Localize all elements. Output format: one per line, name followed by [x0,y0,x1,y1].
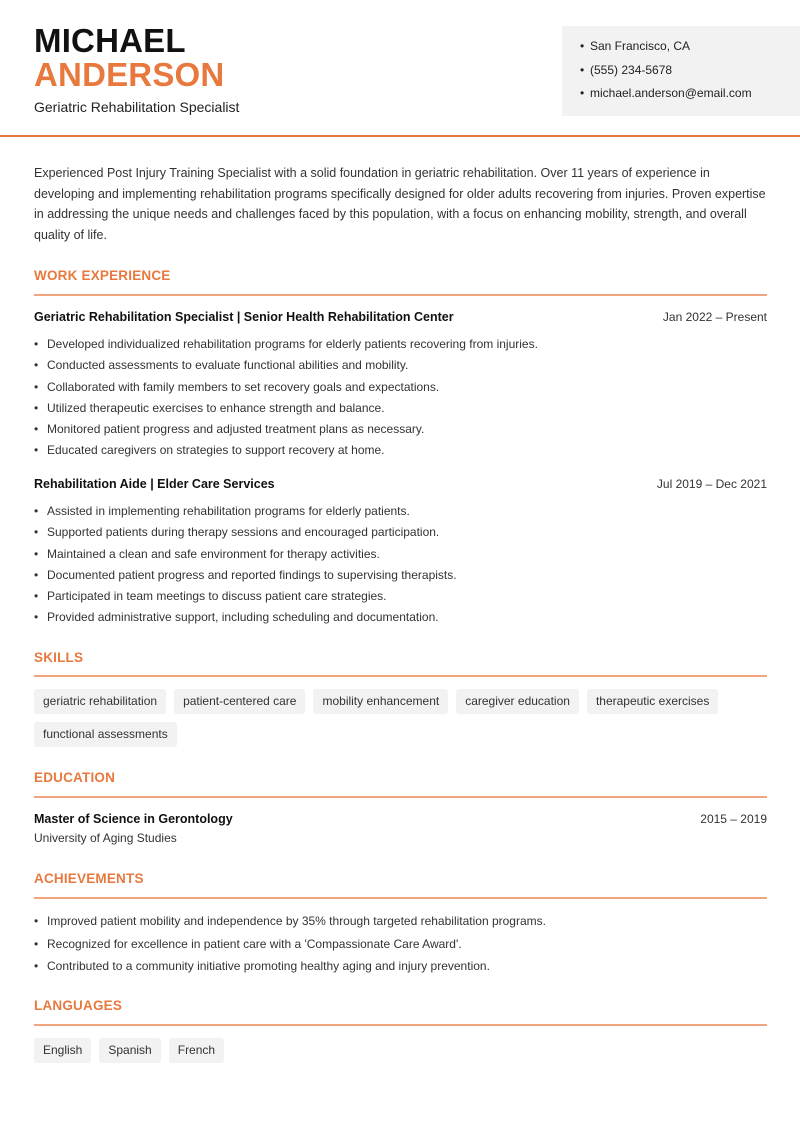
contact-location: • San Francisco, CA [580,38,800,62]
section-title-work: WORK EXPERIENCE [34,268,171,283]
section-divider [34,796,767,798]
language-tags [34,1038,774,1063]
job-title: Geriatric Rehabilitation Specialist [34,99,240,115]
contact-email[interactable]: • michael.anderson@email.com [580,85,800,109]
role-bullets [34,336,767,464]
section-title-achievements: ACHIEVEMENTS [34,871,144,886]
school-name: University of Aging Studies [34,831,177,845]
list-item: • Documented patient progress and reported findings to supervising therapists. [34,567,767,588]
list-item: • Improved patient mobility and independence by 35% through targeted rehabilitation programs. [34,913,767,936]
role-bullets [34,503,767,631]
section-title-languages: LANGUAGES [34,998,123,1013]
list-item: • Maintained a clean and safe environment for therapy activities. [34,546,767,567]
role-dates: Jan 2022 – Present [662,310,767,324]
role-title: Rehabilitation Aide | Elder Care Services [34,477,275,491]
section-divider [34,1024,767,1026]
list-item: • Collaborated with family members to set recovery goals and expectations. [34,379,767,400]
contact-box [562,26,800,116]
summary: Experienced Post Injury Training Specialist with a solid foundation in geriatric rehabilitation. Over 11 years of experience in developing and implementing rehabilitation programs specifically designed for older adults recovering from injuries. Proven expertise in addressing the unique needs and challenges faced by this population, with a focus on enhancing mobility, strength, and overall quality of life. [34,166,766,243]
skills-tags [34,689,774,747]
section-divider [34,675,767,677]
language-tag: French [169,1038,224,1063]
education-dates: 2015 – 2019 [700,812,767,826]
skill-tag: functional assessments [34,722,177,747]
education-entry [34,812,767,830]
skill-tag: therapeutic exercises [587,689,718,714]
list-item: • Contributed to a community initiative promoting healthy aging and injury prevention. [34,958,767,981]
list-item: • Assisted in implementing rehabilitation programs for elderly patients. [34,503,767,524]
list-item: • Participated in team meetings to discuss patient care strategies. [34,588,767,609]
role-entry [34,477,767,495]
language-tag: Spanish [99,1038,160,1063]
skill-tag: caregiver education [456,689,579,714]
degree: Master of Science in Gerontology [34,812,233,826]
list-item: • Developed individualized rehabilitation programs for elderly patients recovering from injuries. [34,336,767,357]
language-tag: English [34,1038,91,1063]
list-item: • Utilized therapeutic exercises to enhance strength and balance. [34,400,767,421]
section-divider [34,294,767,296]
role-entry [34,310,767,328]
list-item: • Recognized for excellence in patient care with a 'Compassionate Care Award'. [34,936,767,959]
list-item: • Conducted assessments to evaluate functional abilities and mobility. [34,357,767,378]
achievements-list [34,913,767,981]
skill-tag: geriatric rehabilitation [34,689,166,714]
list-item: • Provided administrative support, including scheduling and documentation. [34,609,767,630]
list-item: • Monitored patient progress and adjusted treatment plans as necessary. [34,421,767,442]
section-divider [34,897,767,899]
skill-tag: patient-centered care [174,689,305,714]
section-title-education: EDUCATION [34,770,116,785]
section-title-skills: SKILLS [34,650,84,665]
list-item: • Educated caregivers on strategies to support recovery at home. [34,442,767,463]
skill-tag: mobility enhancement [313,689,448,714]
role-dates: Jul 2019 – Dec 2021 [656,477,767,491]
resume-header [0,0,800,137]
last-name: ANDERSON [34,56,225,93]
contact-phone: • (555) 234-5678 [580,62,800,86]
first-name: MICHAEL [34,22,186,59]
role-title: Geriatric Rehabilitation Specialist | Senior Health Rehabilitation Center [34,310,454,324]
list-item: • Supported patients during therapy sessions and encouraged participation. [34,524,767,545]
